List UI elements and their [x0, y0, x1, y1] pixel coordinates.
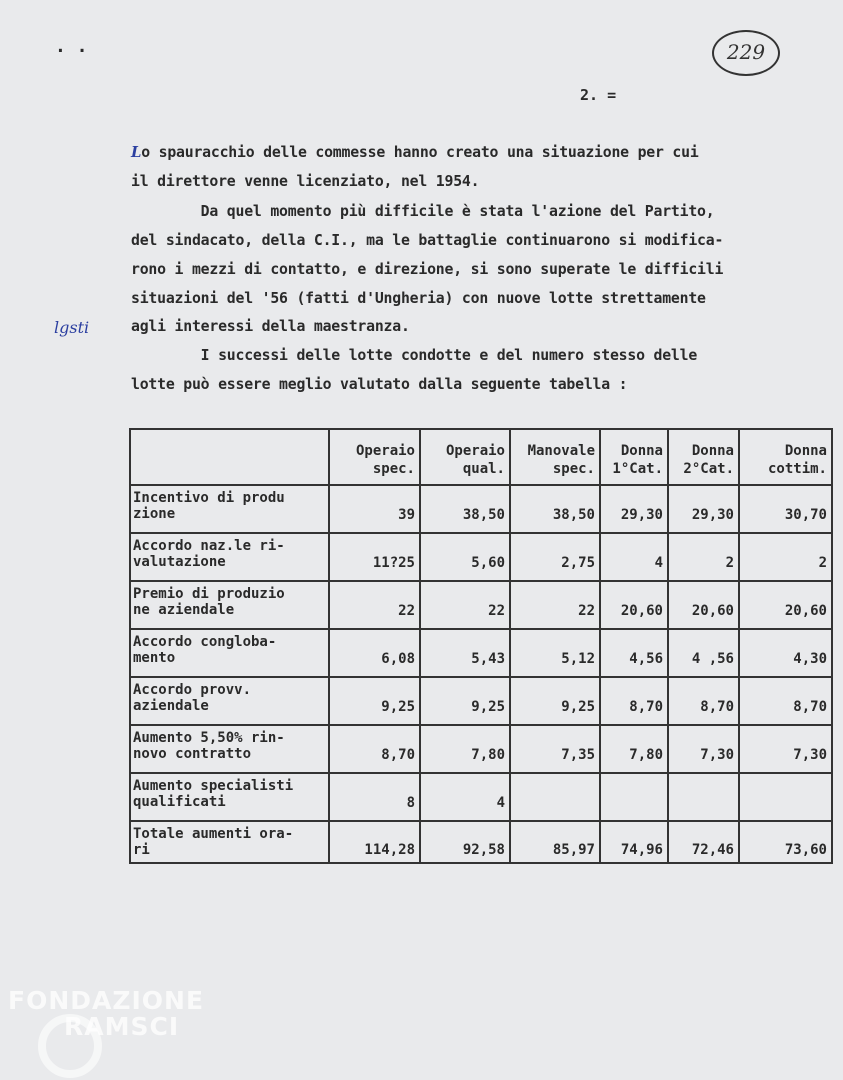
table-cell: 8,70	[739, 677, 832, 725]
row-label	[130, 581, 329, 629]
table-row	[130, 581, 832, 629]
table-cell: 7,30	[739, 725, 832, 773]
row-label-line: Accordo naz.le ri-	[133, 538, 285, 554]
row-label	[130, 821, 329, 863]
table-cell: 9,25	[329, 677, 420, 725]
row-label-line: mento	[133, 650, 176, 666]
row-label	[130, 677, 329, 725]
row-label-line: Aumento 5,50% rin-	[133, 730, 285, 746]
handwritten-initial: L	[131, 144, 142, 161]
row-label	[130, 629, 329, 677]
text-line-6: situazioni del '56 (fatti d'Ungheria) con nuove lotte strettamente	[131, 290, 706, 307]
table-row	[130, 629, 832, 677]
table-row	[130, 485, 832, 533]
table-cell	[739, 773, 832, 821]
header-cell: Donna cottim.	[739, 429, 832, 485]
table-cell: 8,70	[329, 725, 420, 773]
handwritten-margin-note: lgsti	[54, 318, 90, 337]
table-cell: 7,35	[510, 725, 600, 773]
text-line-9: lotte può essere meglio valutato dalla seguente tabella :	[131, 376, 628, 393]
wage-increase-table	[129, 428, 833, 864]
text-line-3: Da quel momento più difficile è stata l'azione del Partito,	[131, 203, 715, 220]
row-label-line: qualificati	[133, 794, 226, 810]
table-cell: 20,60	[600, 581, 668, 629]
table-cell: 22	[420, 581, 510, 629]
row-label-line: aziendale	[133, 698, 209, 714]
row-label-line: Accordo provv.	[133, 682, 252, 698]
table-cell: 30,70	[739, 485, 832, 533]
row-label-line: Premio di produzio	[133, 586, 285, 602]
header-cell: Donna 2°Cat.	[668, 429, 739, 485]
row-label-line: ne aziendale	[133, 602, 235, 618]
watermark-g-logo	[38, 1014, 102, 1078]
table-cell: 39	[329, 485, 420, 533]
table-cell: 38,50	[510, 485, 600, 533]
text-line-8: I successi delle lotte condotte e del numero stesso delle	[131, 347, 698, 364]
table-cell: 8	[329, 773, 420, 821]
table-cell: 9,25	[510, 677, 600, 725]
table-row	[130, 533, 832, 581]
text-line-1-rest: o spauracchio delle commesse hanno creato una situazione per cui	[141, 144, 699, 161]
row-label	[130, 773, 329, 821]
table-cell: 4	[420, 773, 510, 821]
text-line-4: del sindacato, della C.I., ma le battaglie continuarono si modifica-	[131, 232, 724, 249]
row-label-line: Incentivo di produ	[133, 490, 285, 506]
header-cell: Manovale spec.	[510, 429, 600, 485]
table-row	[130, 773, 832, 821]
table-cell: 4,30	[739, 629, 832, 677]
header-cell: Operaio spec.	[329, 429, 420, 485]
table-cell	[510, 773, 600, 821]
table-cell: 73,60	[739, 821, 832, 863]
table-cell: 22	[329, 581, 420, 629]
fondazione-gramsci-watermark: FONDAZIONE RAMSCI	[8, 986, 205, 1041]
table-cell	[600, 773, 668, 821]
text-line-7: agli interessi della maestranza.	[131, 318, 410, 335]
text-line-1	[131, 144, 699, 161]
row-label-line: zione	[133, 506, 176, 522]
table-cell: 38,50	[420, 485, 510, 533]
row-label-line: Aumento specialisti	[133, 778, 294, 794]
table-cell: 92,58	[420, 821, 510, 863]
row-label-line: novo contratto	[133, 746, 252, 762]
table-row	[130, 725, 832, 773]
table-cell: 4	[600, 533, 668, 581]
text-line-5: rono i mezzi di contatto, e direzione, si sono superate le difficili	[131, 261, 724, 278]
table-cell: 22	[510, 581, 600, 629]
table-cell: 2,75	[510, 533, 600, 581]
header-empty	[130, 429, 329, 485]
header-cell: Operaio qual.	[420, 429, 510, 485]
row-label	[130, 533, 329, 581]
table-cell: 7,80	[420, 725, 510, 773]
row-label-line: Accordo congloba-	[133, 634, 277, 650]
table-cell: 8,70	[600, 677, 668, 725]
table-cell: 29,30	[600, 485, 668, 533]
table-cell: 2	[668, 533, 739, 581]
table-cell: 74,96	[600, 821, 668, 863]
table-cell: 11?25	[329, 533, 420, 581]
table-cell: 5,12	[510, 629, 600, 677]
archive-number: 229	[712, 30, 780, 76]
table-cell: 5,60	[420, 533, 510, 581]
row-label-line: Totale aumenti ora-	[133, 826, 294, 842]
table-cell: 7,30	[668, 725, 739, 773]
row-label-line: valutazione	[133, 554, 226, 570]
table-cell: 7,80	[600, 725, 668, 773]
table-cell	[668, 773, 739, 821]
table-cell: 85,97	[510, 821, 600, 863]
table-row	[130, 677, 832, 725]
table-cell: 2	[739, 533, 832, 581]
margin-dots: . .	[55, 36, 88, 57]
table-cell: 5,43	[420, 629, 510, 677]
table-row	[130, 821, 832, 863]
row-label	[130, 485, 329, 533]
table-cell: 72,46	[668, 821, 739, 863]
table-cell: 4 ,56	[668, 629, 739, 677]
table-header-row	[130, 429, 832, 485]
table-cell: 20,60	[668, 581, 739, 629]
table-cell: 20,60	[739, 581, 832, 629]
text-line-2: il direttore venne licenziato, nel 1954.	[131, 173, 480, 190]
table-cell: 114,28	[329, 821, 420, 863]
row-label	[130, 725, 329, 773]
table-cell: 4,56	[600, 629, 668, 677]
row-label-line: ri	[133, 842, 150, 858]
table-cell: 9,25	[420, 677, 510, 725]
table-cell: 8,70	[668, 677, 739, 725]
table-cell: 6,08	[329, 629, 420, 677]
header-cell: Donna 1°Cat.	[600, 429, 668, 485]
table-cell: 29,30	[668, 485, 739, 533]
page-number: 2. =	[580, 86, 617, 104]
